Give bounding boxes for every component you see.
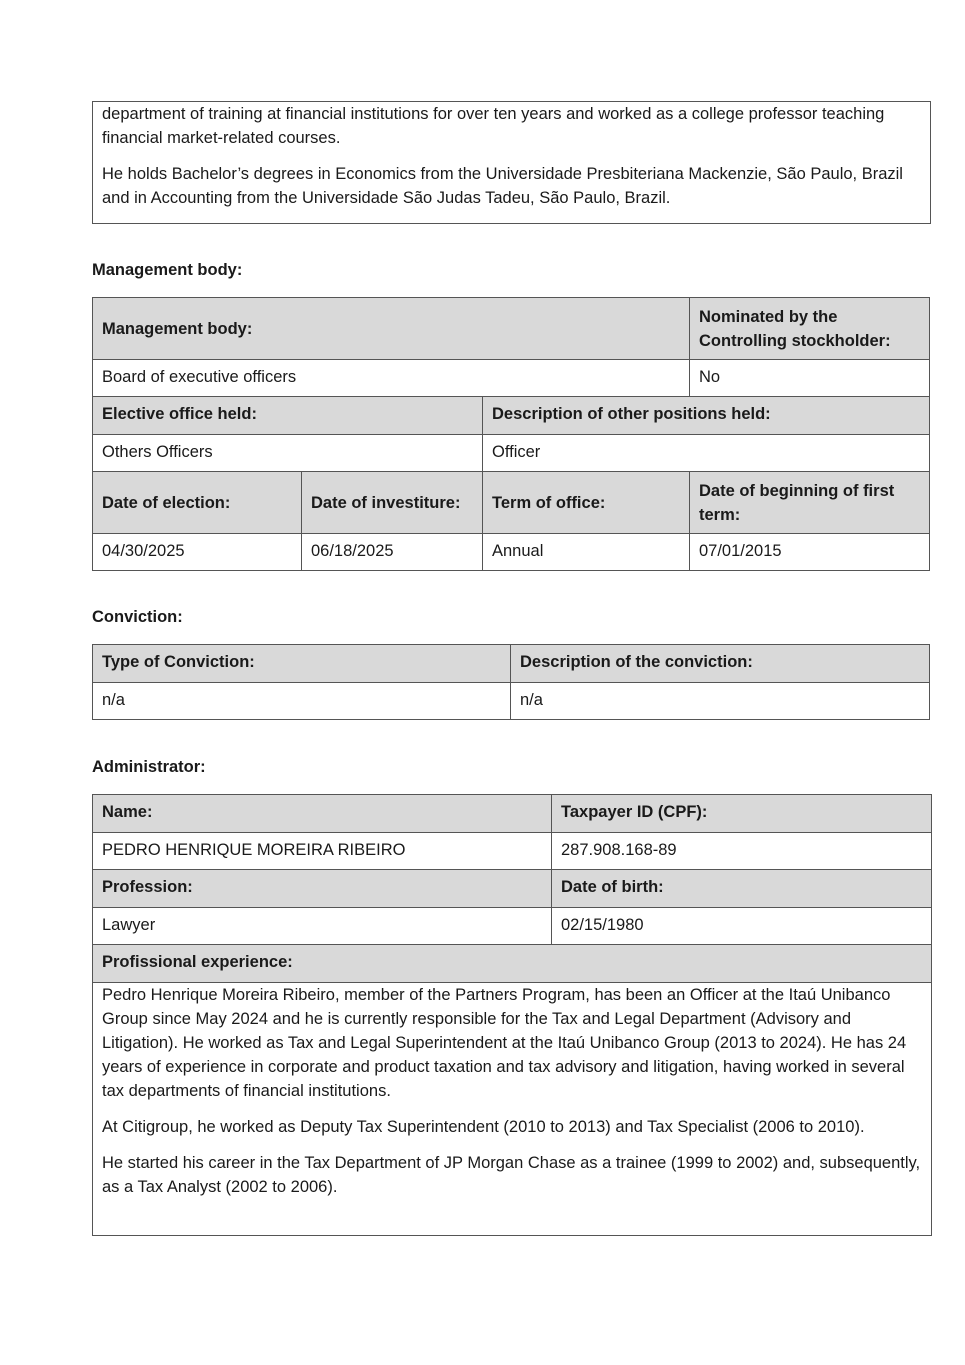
- name-header: Name:: [93, 795, 552, 833]
- management-body-table: [92, 297, 930, 571]
- conviction-type-header: Type of Conviction:: [93, 645, 511, 683]
- previous-experience-box: [92, 101, 931, 224]
- conviction-type-value: n/a: [93, 683, 511, 720]
- professional-experience-cell: [93, 983, 932, 1236]
- elective-office-header: Elective office held:: [93, 397, 483, 435]
- birth-date-value: 02/15/1980: [552, 908, 932, 945]
- first-term-date-value: 07/01/2015: [690, 534, 930, 571]
- nominated-value: No: [690, 360, 930, 397]
- conviction-description-value: n/a: [511, 683, 930, 720]
- experience-paragraph-3: He started his career in the Tax Department of JP Morgan Chase as a trainee (1999 to 2002) and, subsequently, as a Tax Analyst (2002 to 2006).: [102, 1154, 921, 1196]
- investiture-date-value: 06/18/2025: [302, 534, 483, 571]
- term-of-office-value: Annual: [483, 534, 690, 571]
- education-paragraph: He holds Bachelor’s degrees in Economics from the Universidade Presbiteriana Mackenzie, São Paulo, Brazil and in Accounting from the Universidade São Judas Tadeu, São Paulo, Brazil.: [102, 165, 903, 207]
- administrator-heading: Administrator:: [92, 758, 206, 776]
- term-of-office-header: Term of office:: [483, 472, 690, 534]
- management-body-header: Management body:: [93, 298, 690, 360]
- conviction-description-header: Description of the conviction:: [511, 645, 930, 683]
- investiture-date-header: Date of investiture:: [302, 472, 483, 534]
- conviction-heading: Conviction:: [92, 608, 183, 626]
- experience-paragraph-2: At Citigroup, he worked as Deputy Tax Superintendent (2010 to 2013) and Tax Specialist (2006 to 2010).: [102, 1118, 865, 1136]
- elective-office-value: Others Officers: [93, 435, 483, 472]
- previous-experience-paragraph: department of training at financial institutions for over ten years and worked as a college professor teaching financial market-related courses.: [102, 105, 885, 147]
- election-date-value: 04/30/2025: [93, 534, 302, 571]
- management-body-heading: Management body:: [92, 261, 243, 279]
- cpf-header: Taxpayer ID (CPF):: [552, 795, 932, 833]
- profession-header: Profession:: [93, 870, 552, 908]
- professional-experience-header: Profissional experience:: [93, 945, 932, 983]
- other-positions-header: Description of other positions held:: [483, 397, 930, 435]
- election-date-header: Date of election:: [93, 472, 302, 534]
- cpf-value: 287.908.168-89: [552, 833, 932, 870]
- birth-date-header: Date of birth:: [552, 870, 932, 908]
- first-term-date-header: Date of beginning of first term:: [690, 472, 930, 534]
- administrator-table: [92, 794, 932, 1236]
- management-body-value: Board of executive officers: [93, 360, 690, 397]
- experience-paragraph-1: Pedro Henrique Moreira Ribeiro, member of the Partners Program, has been an Officer at the Itaú Unibanco Group since May 2024 and he is currently responsible for the Tax and Legal Department (Advisory and Litigation). He worked as Tax and Legal Superintendent at the Itaú Unibanco Group (2013 to 2024). He has 24 years of experience in corporate and product taxation and tax advisory and litigation, having worked in several tax departments of financial institutions.: [102, 986, 907, 1100]
- other-positions-value: Officer: [483, 435, 930, 472]
- nominated-header: Nominated by the Controlling stockholder:: [690, 298, 930, 360]
- name-value: PEDRO HENRIQUE MOREIRA RIBEIRO: [93, 833, 552, 870]
- conviction-table: [92, 644, 930, 720]
- profession-value: Lawyer: [93, 908, 552, 945]
